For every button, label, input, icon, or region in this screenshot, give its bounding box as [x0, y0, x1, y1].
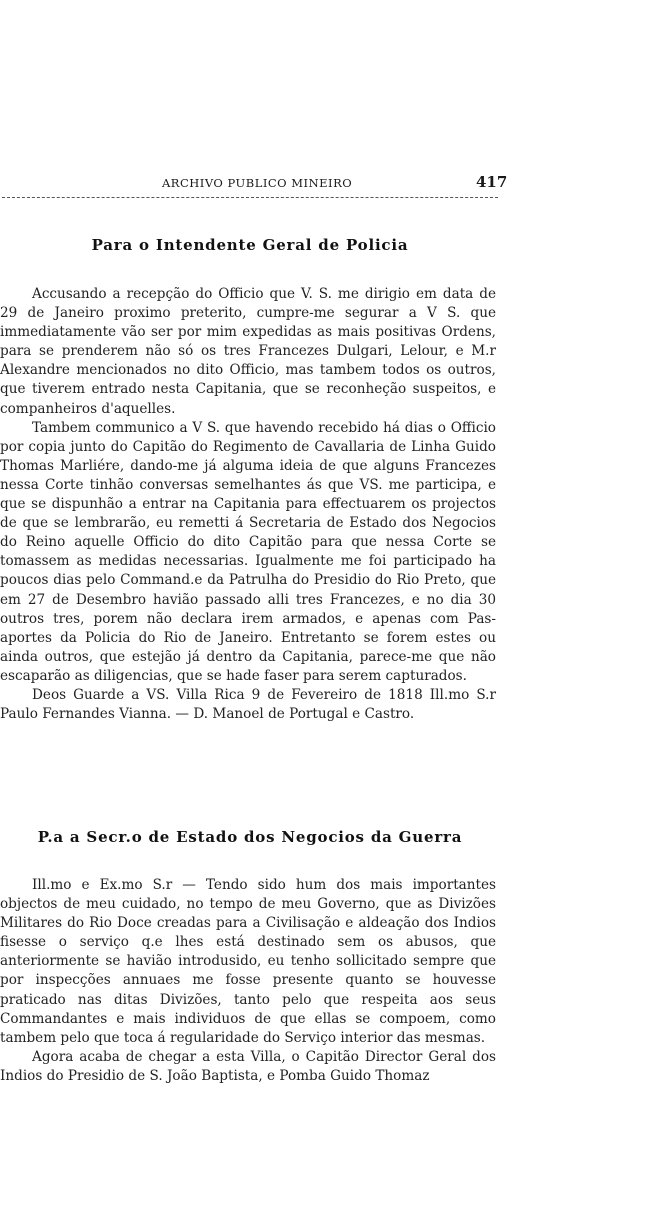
letter2-body: [0, 876, 496, 1086]
letter2-paragraph: Agora acaba de chegar a esta Villa, o Capitão Director Geral dos Indios do Presidio de S. João Baptista, e Pomba Guido Thomaz: [0, 1048, 496, 1084]
letter2-heading: P.a a Secr.o de Estado dos Negocios da Guerra: [37, 828, 463, 846]
letter1-paragraph: Tambem communico a V S. que havendo recebido há dias o Officio por copia junto do Capitão do Regimento de Cavallaria de Linha Guido Thomas Marliére, dando-me já alguma ideia de que alguns Francezes nessa Corte tinhão conversas semelhantes ás que VS. me participa, e que se dispunhão a entrar na Capitania para effectuarem os projectos de que se lembrarão, eu remetti á Secretaria de Estado dos Negocios do Reino aquelle Officio do dito Capitão para que nessa Corte se tomassem as medidas necessarias. Igualmente me foi participado ha poucos dias pelo Command.e da Patrulha do Presidio do Rio Preto, que em 27 de Desembro havião passado alli tres Francezes, e no dia 30 outros tres, porem não declara irem armados, e apenas com Pas-aportes da Policia do Rio de Janeiro. Entretanto se forem estes ou ainda outros, que estejão já dentro da Capitania, parece-me que não escaparão as diligencias, que se hade faser para serem capturados.: [0, 419, 496, 684]
letter1-closing: Deos Guarde a VS. Villa Rica 9 de Fevereiro de 1818 Ill.mo S.r Paulo Fernandes Vianna. — D. Manoel de Portugal e Castro.: [0, 686, 496, 723]
letter1-body: [0, 285, 496, 724]
running-head: [0, 173, 508, 196]
page-number: 417: [476, 173, 508, 191]
header-rule: [2, 197, 498, 198]
letter1-heading: Para o Intendente Geral de Policia: [91, 236, 409, 254]
letter1-paragraph: Accusando a recepção do Officio que V. S. me dirigio em data de 29 de Janeiro proximo preterito, cumpre-me segurar a V S. que immediatamente vão ser por mim expedidas as mais positivas Ordens, para se prenderem não só os tres Francezes Dulgari, Lelour, e M.r Alexandre mencionados no dito Officio, mas tambem todos os outros, que tiverem entrado nesta Capitania, que se reconheção suspeitos, e companheiros d'aquelles.: [0, 286, 496, 417]
running-title: ARCHIVO PUBLICO MINEIRO: [162, 176, 353, 190]
letter2-paragraph: Ill.mo e Ex.mo S.r — Tendo sido hum dos mais importantes objectos de meu cuidado, no tempo de meu Governo, que as Divizões Militares do Rio Doce creadas para a Civilisação e aldeação dos Indios fisesse o serviço q.e lhes está destinado sem os abusos, que anteriormente se havião introdusido, eu tenho sollicitado sempre que por inspecções annuaes me fosse presente quanto se houvesse praticado nas ditas Divizões, tanto pelo que respeita aos seus Commandantes e mais individuos de que ellas se compoem, como tambem pelo que toca á regularidade do Serviço interior das mesmas.: [0, 877, 496, 1046]
